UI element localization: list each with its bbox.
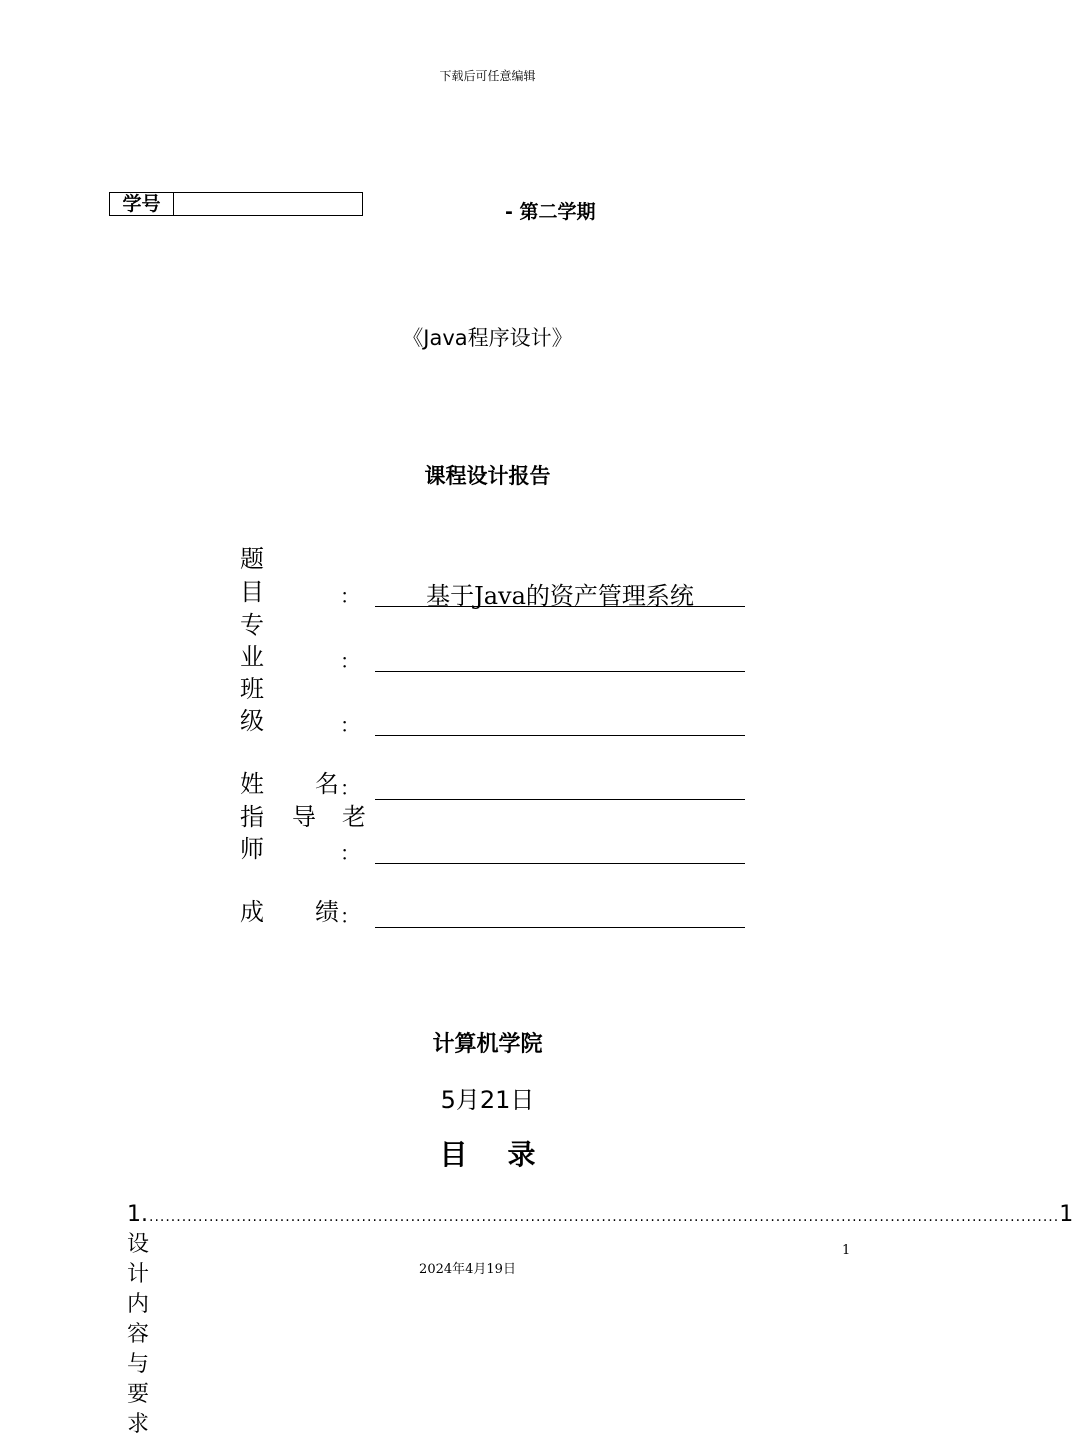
advisor-underline — [375, 863, 745, 864]
toc-title: 目录 — [439, 1138, 576, 1171]
grade-label-1: 成 — [240, 898, 264, 926]
name-label-2: 名 — [315, 770, 339, 798]
major-label-1: 专 — [240, 611, 264, 639]
toc-entry-page: 1 — [1059, 1202, 1073, 1227]
report-title: 课程设计报告 — [424, 464, 551, 488]
semester: - 第二学期 — [505, 201, 596, 223]
advisor-label-3: 老 — [342, 803, 366, 831]
topic-value[interactable]: 基于Java的资产管理系统 — [426, 582, 694, 610]
footer-date: 2024年4月19日 — [419, 1262, 516, 1277]
toc-leader-dots: ....................................................................................................................................................................... — [149, 1209, 1060, 1225]
advisor-label-4: 师 — [240, 835, 264, 863]
college: 计算机学院 — [432, 1032, 543, 1057]
student-id-field[interactable] — [174, 193, 362, 215]
page-number: 1 — [842, 1243, 851, 1258]
grade-colon: ： — [340, 904, 360, 928]
topic-label-1: 题 — [240, 545, 264, 573]
grade-underline — [375, 927, 745, 928]
class-label-1: 班 — [240, 675, 264, 703]
major-underline — [375, 671, 745, 672]
student-id-box — [109, 192, 363, 216]
topic-colon: ： — [340, 584, 360, 608]
advisor-label-2: 导 — [292, 803, 316, 831]
class-label-2: 级 — [240, 707, 264, 735]
date: 5月21日 — [440, 1086, 535, 1114]
topic-label-2: 目 — [240, 578, 264, 606]
topic-underline — [375, 606, 745, 607]
advisor-label-1: 指 — [240, 803, 264, 831]
major-label-2: 业 — [240, 643, 264, 671]
toc-entry-label: 1.设计内容与要求 — [127, 1202, 150, 1437]
name-label-1: 姓 — [240, 770, 264, 798]
name-colon: ： — [340, 776, 360, 800]
student-id-label: 学号 — [110, 193, 174, 215]
class-colon: ： — [340, 713, 360, 737]
toc-entry[interactable] — [127, 1200, 1073, 1440]
name-underline — [375, 799, 745, 800]
grade-label-2: 绩 — [315, 898, 339, 926]
header-note: 下载后可任意编辑 — [439, 69, 536, 83]
course-title: 《Java程序设计》 — [402, 326, 573, 350]
advisor-colon: ： — [340, 841, 360, 865]
class-underline — [375, 735, 745, 736]
major-colon: ： — [340, 649, 360, 673]
